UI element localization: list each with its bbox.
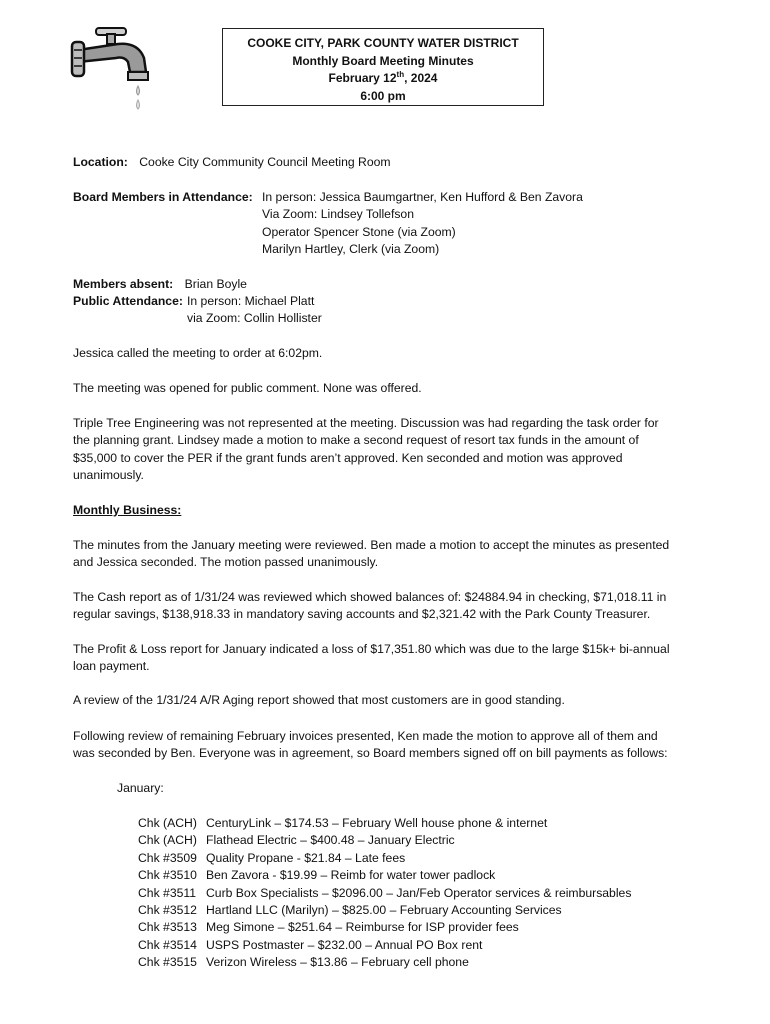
meeting-time: 6:00 pm bbox=[360, 88, 406, 103]
monthly-business-heading: Monthly Business: bbox=[73, 503, 182, 517]
attendance-line: Operator Spencer Stone (via Zoom) bbox=[262, 224, 456, 239]
profit-loss-paragraph: The Profit & Loss report for January indicated a loss of $17,351.80 which was due to the large $15k+ bi-annual loan payment. bbox=[73, 642, 670, 674]
check-row bbox=[138, 832, 631, 849]
check-row bbox=[138, 954, 631, 971]
absent-value: Brian Boyle bbox=[184, 277, 247, 291]
check-number: Chk #3512 bbox=[138, 903, 197, 918]
public-list bbox=[187, 293, 322, 328]
check-number: Chk #3509 bbox=[138, 850, 197, 865]
check-description: CenturyLink – $174.53 – February Well house phone & internet bbox=[206, 816, 548, 830]
district-name: COOKE CITY, PARK COUNTY WATER DISTRICT bbox=[247, 36, 519, 50]
attendance-line: Marilyn Hartley, Clerk (via Zoom) bbox=[262, 242, 440, 257]
title-box bbox=[222, 28, 544, 106]
call-to-order: Jessica called the meeting to order at 6:02pm. bbox=[73, 346, 323, 360]
check-description: Hartland LLC (Marilyn) – $825.00 – February Accounting Services bbox=[206, 903, 562, 918]
public-line: In person: Michael Platt bbox=[187, 294, 315, 308]
check-row bbox=[138, 919, 631, 936]
check-row bbox=[138, 867, 631, 884]
engineering-paragraph: Triple Tree Engineering was not represented at the meeting. Discussion was had regarding the task order for the planning grant. Lindsey made a motion to make a second request of resort tax funds in the amount of $35,000 to cover the PER if the grant funds aren’t approved. Ken seconded and motion was approved unanimously. bbox=[73, 416, 659, 483]
document-title: Monthly Board Meeting Minutes bbox=[292, 53, 474, 68]
public-line: via Zoom: Collin Hollister bbox=[187, 311, 322, 326]
check-row bbox=[138, 885, 631, 902]
check-number: Chk #3511 bbox=[138, 885, 197, 900]
check-number: Chk (ACH) bbox=[138, 833, 197, 848]
check-row bbox=[138, 850, 631, 867]
attendance-label: Board Members in Attendance: bbox=[73, 190, 253, 204]
location-value: Cooke City Community Council Meeting Room bbox=[139, 155, 391, 169]
check-number: Chk #3513 bbox=[138, 920, 197, 935]
check-row bbox=[138, 937, 631, 954]
attendance-list bbox=[262, 189, 583, 259]
check-description: Curb Box Specialists – $2096.00 – Jan/Feb Operator services & reimbursables bbox=[206, 885, 632, 900]
check-description: Flathead Electric – $400.48 – January Electric bbox=[206, 833, 455, 848]
check-number: Chk #3515 bbox=[138, 955, 197, 970]
minutes-paragraph: The minutes from the January meeting were reviewed. Ben made a motion to accept the minutes as presented and Jessica seconded. The motion passed unanimously. bbox=[73, 538, 670, 570]
attendance-line: In person: Jessica Baumgartner, Ken Hufford & Ben Zavora bbox=[262, 190, 583, 204]
cash-report-paragraph: The Cash report as of 1/31/24 was reviewed which showed balances of: $24884.94 in checking, $71,018.11 in regular savings, $138,918.33 in mandatory saving accounts and $2,321.42 with the Park County Treasurer. bbox=[73, 590, 667, 622]
check-row bbox=[138, 815, 631, 832]
check-description: Meg Simone – $251.64 – Reimburse for ISP provider fees bbox=[206, 920, 519, 935]
absent-label: Members absent: bbox=[73, 277, 174, 291]
water-faucet-icon bbox=[66, 22, 160, 114]
absent-line bbox=[73, 276, 247, 293]
check-number: Chk #3510 bbox=[138, 868, 197, 883]
check-row bbox=[138, 902, 631, 919]
january-label: January: bbox=[117, 781, 164, 795]
check-description: Ben Zavora - $19.99 – Reimb for water tower padlock bbox=[206, 868, 496, 883]
check-description: USPS Postmaster – $232.00 – Annual PO Box rent bbox=[206, 937, 483, 952]
check-number: Chk (ACH) bbox=[138, 816, 197, 830]
attendance-line: Via Zoom: Lindsey Tollefson bbox=[262, 207, 414, 222]
check-number: Chk #3514 bbox=[138, 937, 197, 952]
check-description: Quality Propane - $21.84 – Late fees bbox=[206, 850, 406, 865]
meeting-date: February 12th, 2024 bbox=[328, 70, 438, 85]
location-line bbox=[73, 154, 391, 171]
location-label: Location: bbox=[73, 155, 128, 169]
public-label: Public Attendance: bbox=[73, 294, 183, 308]
ar-aging-paragraph: A review of the 1/31/24 A/R Aging report showed that most customers are in good standing. bbox=[73, 693, 565, 707]
check-list bbox=[138, 815, 631, 972]
public-comment: The meeting was opened for public comment. None was offered. bbox=[73, 381, 422, 395]
check-description: Verizon Wireless – $13.86 – February cell phone bbox=[206, 955, 469, 970]
invoices-paragraph: Following review of remaining February invoices presented, Ken made the motion to approve all of them and was seconded by Ben. Everyone was in agreement, so Board members signed off on bill payments as follows: bbox=[73, 729, 668, 761]
